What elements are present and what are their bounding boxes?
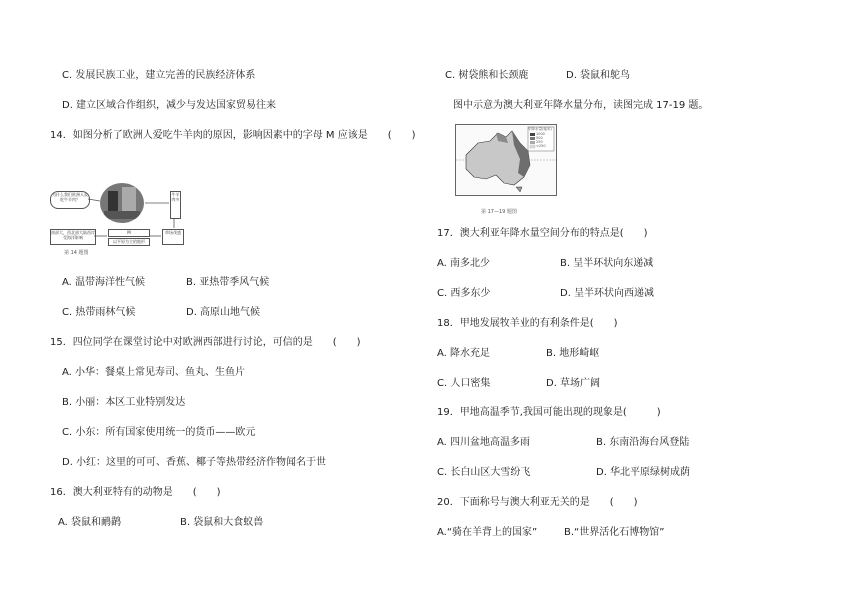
q19-option-d: D. 华北平原绿树成荫 [596,467,691,478]
q17-option-a: A. 南多北少 [437,258,491,269]
question-20: 20．下面称号与澳大利亚无关的是 ( ) [437,497,638,508]
q18-option-a: A. 降水充足 [437,348,491,359]
q18-option-c: C. 人口密集 [437,378,491,389]
question-17: 17．澳大利亚年降水量空间分布的特点是( ) [437,228,648,239]
q18-option-d: D. 草场广阔 [546,378,601,389]
question-19: 19．甲地高温季节,我国可能出现的现象是( ) [437,407,661,418]
q15-option-a: A. 小华：餐桌上常见寿司、鱼丸、生鱼片 [62,367,246,378]
fig14-box-result: 牛羊肉多 [170,191,181,219]
map-legend-title: 年降水量(毫米) [528,127,552,131]
map-legend-1000: 1000 [536,132,545,136]
q15-option-c: C. 小东：所有国家使用统一的货币——欧元 [62,427,256,438]
q17-option-c: C. 西多东少 [437,288,491,299]
q14-option-b: B. 亚热带季风气候 [186,277,270,288]
map-legend-lt250: <250 [536,144,546,148]
map-caption: 第 17—19 题图 [481,209,517,215]
question-14: 14．如图分析了欧洲人爱吃牛羊肉的原因，影响因素中的字母 M 应该是 ( ) [50,130,416,141]
australia-rainfall-map [455,124,555,218]
q20-option-b: B.“世界活化石博物馆” [564,527,665,538]
q14-option-a: A. 温带海洋性气候 [62,277,146,288]
question-16: 16．澳大利亚特有的动物是 ( ) [50,487,221,498]
map-legend-250: 250 [536,140,543,144]
q18-option-b: B. 地形崎岖 [546,348,600,359]
question-18: 18．甲地发展牧羊业的有利条件是( ) [437,318,618,329]
map-intro: 图中示意为澳大利亚年降水量分布，读图完成 17-19 题。 [453,100,709,111]
fig14-arrows [50,183,195,255]
fig14-box-terrain: 以平原为主的地形 [108,238,150,246]
q15-option-b: B. 小丽：本区工业特别发达 [62,397,186,408]
q16-option-d: D. 袋鼠和鸵鸟 [566,70,631,81]
question-15: 15．四位同学在课堂讨论中对欧洲西部进行讨论，可信的是 ( ) [50,337,361,348]
fig14-box-grass: 草场茂盛 [162,229,184,245]
q14-option-d: D. 高原山地气候 [186,307,261,318]
q16-option-c: C. 树袋熊和长颈鹿 [445,70,529,81]
q19-option-c: C. 长白山区大雪纷飞 [437,467,531,478]
option-c-prev: C. 发展民族工业，建立完善的民族经济体系 [62,70,256,81]
q20-option-a: A.“骑在羊背上的国家” [437,527,538,538]
figure-14 [50,183,195,255]
q14-option-c: C. 热带雨林气候 [62,307,136,318]
q17-option-b: B. 呈半环状向东递减 [560,258,654,269]
fig14-caption: 第 14 题图 [64,250,89,256]
q17-option-d: D. 呈半环状向西递减 [560,288,655,299]
q19-option-b: B. 东南沿海台风登陆 [596,437,690,448]
option-d-prev: D. 建立区域合作组织，减少与发达国家贸易往来 [62,100,277,111]
q16-option-a: A. 袋鼠和鸸鹋 [58,517,122,528]
map-legend-500: 500 [536,136,543,140]
q19-option-a: A. 四川盆地高温多雨 [437,437,531,448]
fig14-box-climate-cause: 南部大，西北部大陆西岸受海洋影响 [50,229,96,245]
fig14-speech-bubble: 为什么我们欧洲人爱吃牛羊肉？ [50,191,90,209]
fig14-box-m: M [108,229,150,237]
q15-option-d: D. 小红：这里的可可、香蕉、椰子等热带经济作物闻名于世 [62,457,327,468]
q16-option-b: B. 袋鼠和大食蚁兽 [180,517,264,528]
